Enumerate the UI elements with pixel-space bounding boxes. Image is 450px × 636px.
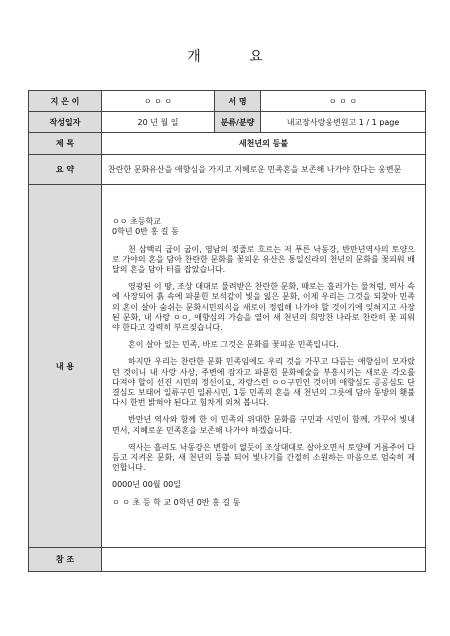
summary-row <box>29 155 426 185</box>
date-label: 작성일자 <box>29 112 102 133</box>
author-value: ㅇ ㅇ ㅇ <box>102 91 215 112</box>
content-body <box>102 185 426 548</box>
student-name: 0학년 0반 홍 길 동 <box>112 227 179 237</box>
subject-value: 새천년의 등불 <box>102 133 426 155</box>
paragraph: 천 삼백리 굽이 굽이, 영남의 젖줄로 흐르는 저 푸른 낙동강, 반만년역사의 토양으로 가야의 혼을 담아 찬란한 문화를 꽃피운 유산은 통일신라의 천년의 문화를 꽃피워 배달의 혼을 담아 터를 잡았습니다. <box>112 244 415 274</box>
name-label: 서 명 <box>215 91 261 112</box>
content-row <box>29 185 426 548</box>
name-value: ㅇ ㅇ ㅇ <box>261 91 426 112</box>
category-value: 내교장사랑웅변원고 1 / 1 page <box>261 112 426 133</box>
subject-label: 제 목 <box>29 133 102 155</box>
paragraph: 영광된 이 땅, 조상 대대로 물려받은 찬란한 문화, 때로는 흘러가는 물처럼, 역사 속에 사장되어 흙 속에 파묻힌 보석같이 빛을 잃은 문화, 이제 우리는 그것을 되찾아 민족의 혼이 살아 숨쉬는 문화시민의식을 새로이 정립해 나가야 할 것이기에 잊혀지고 사장된 문화, 내 사랑 ㅇㅇ, 애향심의 가슴을 열어 새 천년의 희망찬 나라로 찬란히 꽃 피워야 한다고 강력히 부르짖습니다. <box>112 282 415 332</box>
paragraph: 하지만 우리는 찬란한 문화 민족임에도 우리 것을 가꾸고 다듬는 애향심이 모자랐던 것이니 내 사랑 사상, 주변에 잠자고 파묻힌 문화예술을 부흥시키는 새로운 각오를 다져야 할이 선진 시민의 정신이요, 자랑스런 ㅇㅇ구민인 것이며 애향심도 공공심도 단결심도 보태어 일류구민 일류시민, 1등 민족의 혼을 새 천년의 그릇에 담아 동방의 횃불 다시 한번 밝혀야 된다고 힘차게 외쳐 봅니다. <box>112 357 415 408</box>
signature: ㅇ ㅇ 초 등 학 교 0학년 0반 홍 길 동 <box>112 497 241 507</box>
summary-label: 요 약 <box>29 155 102 185</box>
page-title: 개 요 <box>187 49 285 65</box>
date-value: 20 년 월 일 <box>102 112 215 133</box>
author-label: 지 은 이 <box>29 91 102 112</box>
paragraph: 역사는 흘러도 낙동강은 변함이 없듯이 조상대대로 살아오면서 토양에 거름주어 다듬고 지켜온 문화, 새 천년의 등불 되어 빛나기를 간절히 소원하는 마음으로 엄숙히 제언합니다. <box>112 442 415 473</box>
author-row <box>29 91 426 112</box>
date-row <box>29 112 426 133</box>
content-label: 내 용 <box>29 185 102 548</box>
content-date: 0000년 00월 00일 <box>112 480 181 490</box>
document-form <box>28 90 426 572</box>
reference-row <box>29 548 426 572</box>
reference-value <box>102 548 426 572</box>
summary-value: 찬란한 문화유산을 애향심을 가지고 지혜로운 민족혼을 보존해 나가야 한다는 웅변문 <box>102 155 426 185</box>
reference-label: 참 조 <box>29 548 102 572</box>
school-name: ㅇㅇ 초등학교 <box>112 217 161 227</box>
paragraph: 반만년 역사와 함께 한 이 민족의 위대한 문화를 구민과 시민이 함께, 가꾸어 빛내면서, 지혜로운 민족혼을 보존해 나가야 하겠습니다. <box>112 415 415 435</box>
category-label: 분류/분량 <box>215 112 261 133</box>
subject-row <box>29 133 426 155</box>
paragraph: 혼이 살아 있는 민족, 바로 그것은 문화를 꽃피운 민족입니다. <box>128 340 339 350</box>
